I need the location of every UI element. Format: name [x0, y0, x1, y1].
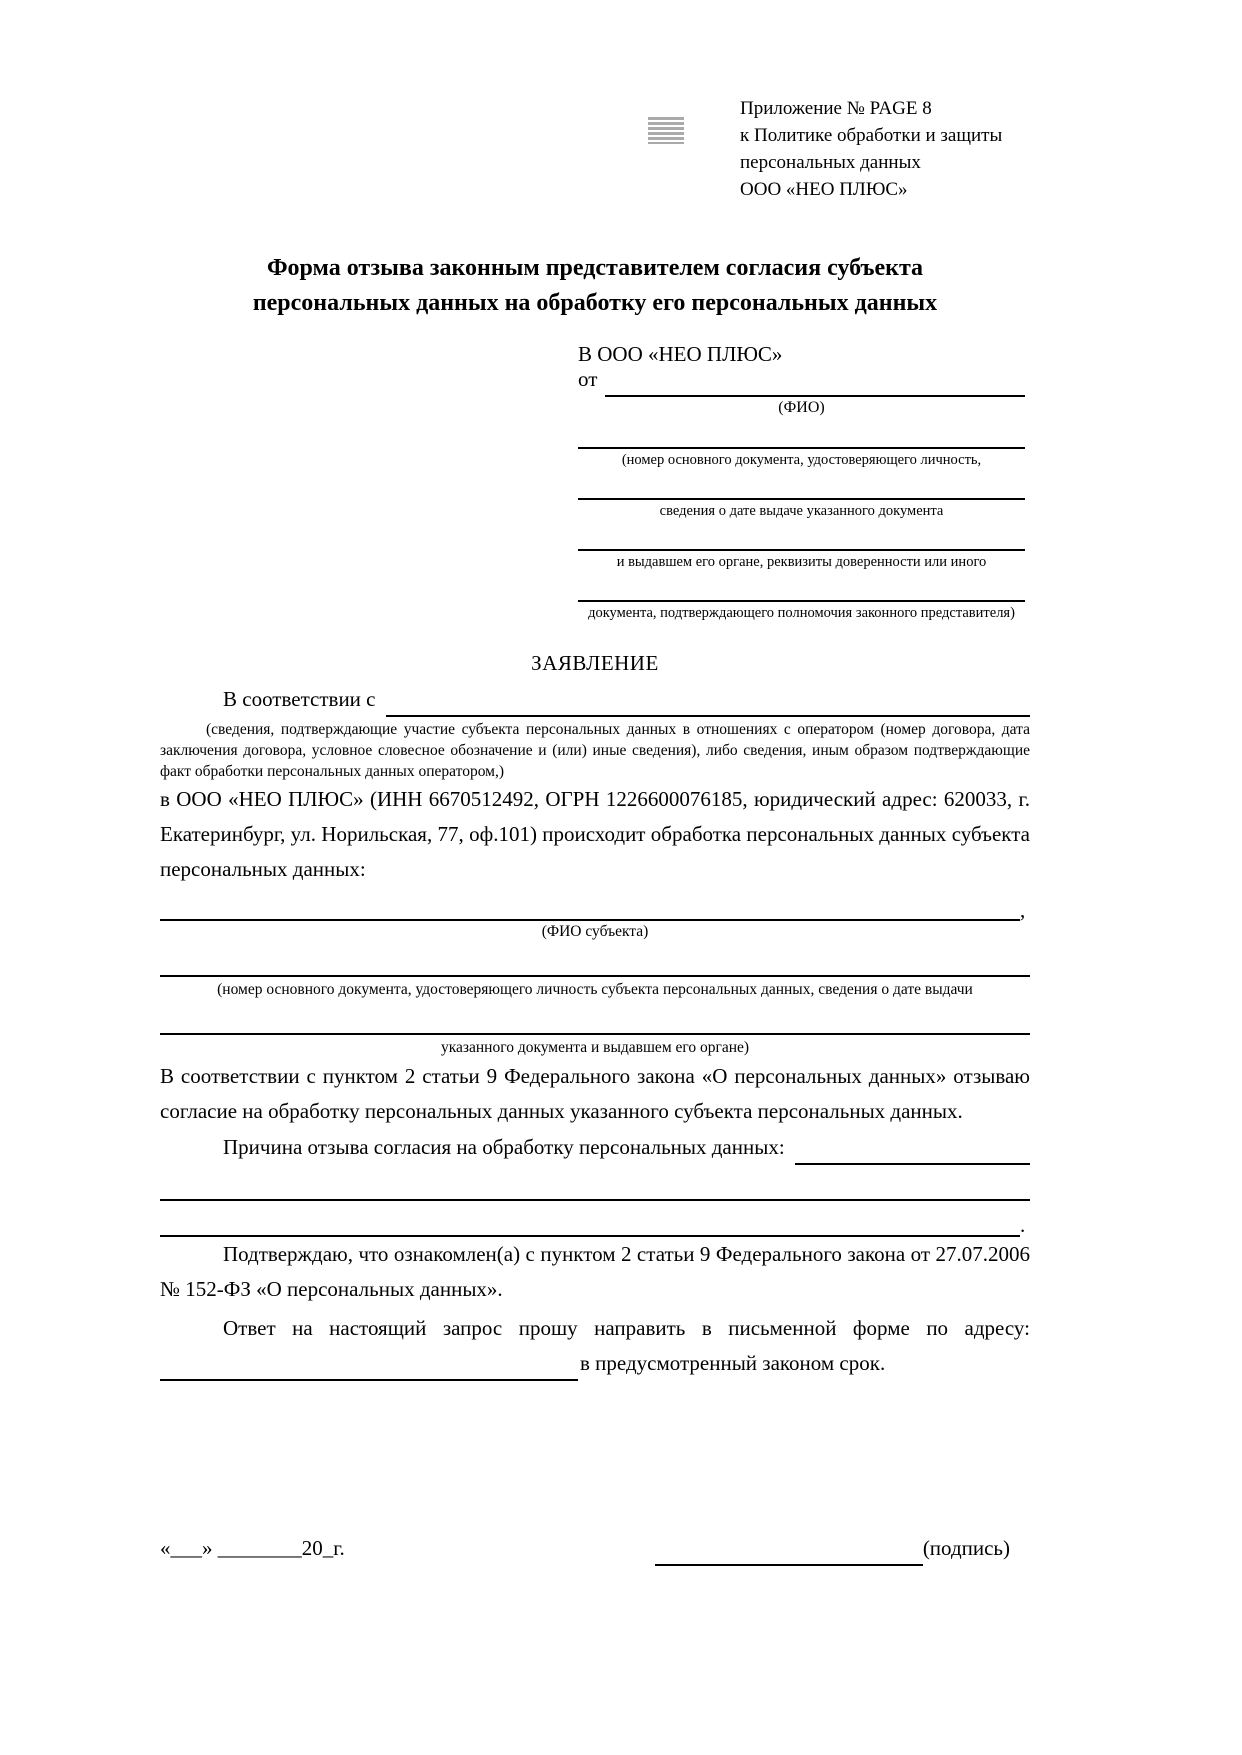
document-content — [160, 0, 1030, 1566]
appendix-header-block — [740, 95, 1040, 203]
signature-fill-line — [655, 1540, 923, 1566]
field-caption: (номер основного документа, удостоверяющего личность, — [621, 452, 982, 468]
policy-line: к Политике обработки и защиты — [740, 125, 1003, 146]
response-intro: Ответ на настоящий запрос прошу направить в письменной форме по адресу: — [223, 1316, 1030, 1340]
subject-doc-caption: указанного документа и выдавшем его органе) — [440, 1039, 750, 1056]
addressee-company: В ООО «НЕО ПЛЮС» — [578, 342, 783, 366]
document-header — [160, 95, 1030, 203]
document-title — [160, 251, 1030, 321]
reason-label: Причина отзыва согласия на обработку персональных данных: — [223, 1135, 785, 1159]
intro-label: В соответствии с — [223, 687, 376, 711]
date-placeholder: «___» ________20_г. — [160, 1536, 345, 1560]
fill-line — [795, 1137, 1030, 1165]
blank-fill-line-row — [160, 1201, 1030, 1237]
blank-field — [160, 959, 1030, 1001]
fill-line — [578, 586, 1025, 602]
fill-line — [578, 433, 1025, 449]
company-name-line: ООО «НЕО ПЛЮС» — [740, 179, 908, 200]
signature-group — [655, 1531, 1010, 1566]
fill-line — [578, 484, 1025, 500]
from-row — [578, 369, 1025, 397]
field-caption: и выдавшем его органе, реквизиты доверенности или иного — [616, 554, 987, 570]
response-address-row — [160, 1346, 1030, 1381]
embedded-text-lines-icon — [648, 117, 684, 144]
appendix-number-line: Приложение № PAGE 8 — [740, 98, 932, 119]
subject-fio-caption: (ФИО субъекта) — [541, 923, 649, 940]
fill-line — [160, 959, 1030, 977]
trailing-period: . — [1020, 1213, 1026, 1237]
fill-line — [160, 897, 1020, 921]
withdrawal-paragraph: В соответствии с пунктом 2 статьи 9 Федерального закона «О персональных данных» отзываю согласие на обработку персональных данных указанного субъекта персональных данных. — [160, 1064, 1030, 1123]
fill-line — [160, 1017, 1030, 1035]
trailing-comma: , — [1020, 898, 1026, 922]
small-print-note: (сведения, подтверждающие участие субъекта персональных данных в отношениях с оператором (номер договора, дата заключения договора, условное словесное обозначение и (или) иные сведения), либо сведения, иным образом подтверждающие факт обработки персональных данных оператором,) — [160, 721, 1030, 780]
from-fill-line — [605, 371, 1025, 397]
blank-field — [578, 535, 1025, 572]
blank-field — [578, 586, 1025, 623]
confirm-paragraph: Подтверждаю, что ознакомлен(а) с пунктом 2 статьи 9 Федерального закона от 27.07.2006 № 152-ФЗ «О персональных данных». — [160, 1242, 1030, 1301]
address-fill-line — [160, 1353, 578, 1381]
blank-field — [578, 484, 1025, 521]
blank-field — [160, 1017, 1030, 1059]
blank-fill-line — [160, 1165, 1030, 1201]
title-line-2: персональных данных на обработку его персональных данных — [252, 290, 938, 316]
policy-line: персональных данных — [740, 152, 921, 173]
fill-line — [578, 535, 1025, 551]
fill-line — [386, 691, 1031, 717]
reason-row — [160, 1133, 1030, 1165]
field-caption: документа, подтверждающего полномочия законного представителя) — [588, 605, 1015, 621]
signature-caption: (подпись) — [922, 1536, 1010, 1560]
title-line-1: Форма отзыва законным представителем согласия субъекта — [266, 255, 924, 281]
operator-paragraph: в ООО «НЕО ПЛЮС» (ИНН 6670512492, ОГРН 1226600076185, юридический адрес: 620033, г. Екатеринбург, ул. Норильская, 77, оф.101) происходит обработка персональных данных субъекта персональных данных: — [160, 787, 1030, 881]
subject-fio-row — [160, 897, 1030, 921]
date-signature-row — [160, 1531, 1030, 1566]
from-label: от — [578, 367, 598, 391]
blank-fill-line — [160, 1201, 1020, 1237]
field-caption: сведения о дате выдаче указанного документа — [659, 503, 944, 519]
subject-doc-caption: (номер основного документа, удостоверяющего личность субъекта персональных данных, сведения о дате выдачи — [217, 981, 973, 998]
fio-caption: (ФИО) — [778, 399, 825, 416]
addressee-block — [578, 339, 1025, 623]
blank-field — [578, 433, 1025, 470]
statement-heading: ЗАЯВЛЕНИЕ — [531, 651, 659, 675]
intro-row — [160, 689, 1030, 717]
response-tail: в предусмотренный законом срок. — [580, 1351, 886, 1375]
